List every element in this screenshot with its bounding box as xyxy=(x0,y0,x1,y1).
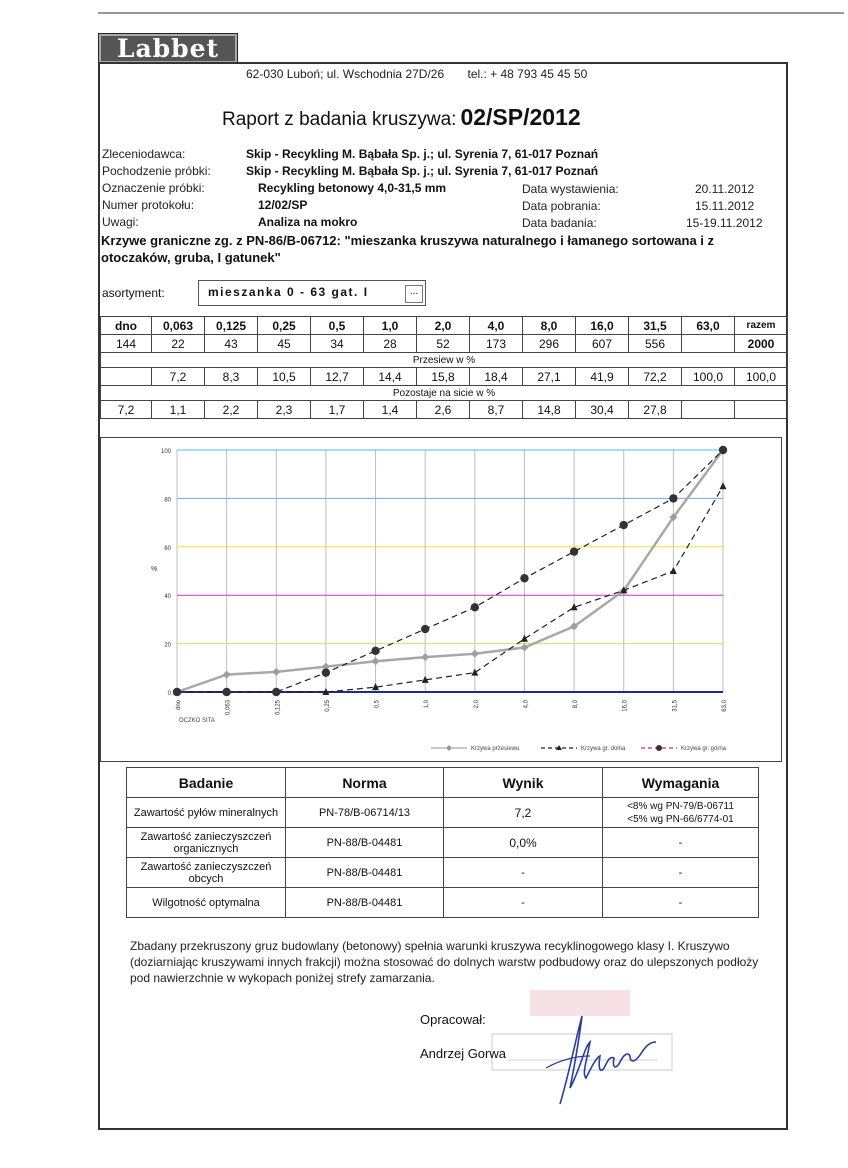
zleceniodawca-label: Zleceniodawca: xyxy=(102,147,186,161)
y-tick-label: 100 xyxy=(160,449,171,455)
handwritten-signature xyxy=(520,1008,660,1108)
przesiew-cell xyxy=(101,368,152,386)
data-badania-value: 15-19.11.2012 xyxy=(686,216,763,230)
y-tick-label: 0 xyxy=(167,691,171,697)
numer-label: Numer protokołu: xyxy=(102,198,195,212)
przesiew-cell: 18,4 xyxy=(470,368,523,386)
mass-cell: 34 xyxy=(311,335,364,353)
results-header-cell: Wynik xyxy=(444,768,603,798)
wymagania-cell: - xyxy=(603,858,759,888)
x-tick-label: 1,0 xyxy=(424,700,431,709)
x-tick-label: 63,0 xyxy=(722,700,728,712)
norma-cell: PN-88/B-04481 xyxy=(286,828,444,858)
mass-cell xyxy=(682,335,735,353)
wymagania-cell: - xyxy=(603,888,759,918)
gorna-point xyxy=(719,446,727,454)
mass-cell: 43 xyxy=(205,335,258,353)
data-wystawienia-label: Data wystawienia: xyxy=(522,182,619,196)
results-header-cell: Badanie xyxy=(127,768,286,798)
data-wystawienia-value: 20.11.2012 xyxy=(695,182,755,196)
pochodzenie-value: Skip - Recykling M. Bąbała Sp. j.; ul. Syrenia 7, 61-017 Poznań xyxy=(246,164,599,178)
grading-curves-note: Krzywe graniczne zg. z PN-86/B-06712: "mieszanka kruszywa naturalnego i łamanego sortowana i z otoczaków, gruba, I gatunek" xyxy=(101,233,715,265)
pozostaje-cell: 7,2 xyxy=(101,401,152,419)
pozostaje-cell: 2,2 xyxy=(205,401,258,419)
pozostaje-cell xyxy=(735,401,788,419)
data-badania-label: Data badania: xyxy=(522,216,597,230)
legend-label: Krzywa gr. dolna xyxy=(581,746,626,752)
dolna-point xyxy=(471,669,478,676)
mass-cell: 22 xyxy=(152,335,205,353)
pozostaje-cell: 8,7 xyxy=(470,401,523,419)
y-tick-label: 60 xyxy=(164,545,171,552)
conclusion-text: Zbadany przekruszony gruz budowlany (betonowy) spełnia warunki kruszywa recyklinogowego klasy I. Kruszywo (doziarniając kruszywami innych frakcji) można stosować do dolnych warstw podbudowy oraz do ulepszonych podłoży pod nawierzchnie w wykopach poniżej strefy zamarzania. xyxy=(130,939,759,985)
przesiew-label: Przesiew w % xyxy=(101,353,788,368)
asortyment-browse-button[interactable]: ... xyxy=(405,285,423,303)
sieve-header-cell: 4,0 xyxy=(470,317,523,335)
dolna-point xyxy=(720,482,727,489)
x-tick-label: dno xyxy=(176,700,182,711)
series-line xyxy=(177,486,723,692)
results-row xyxy=(127,888,759,918)
x-tick-label: 2,0 xyxy=(473,700,480,709)
company-logo: Labbet xyxy=(98,33,238,64)
sieve-header-cell: 63,0 xyxy=(682,317,735,335)
mass-cell: 144 xyxy=(101,335,152,353)
sieve-mass-row xyxy=(101,335,788,353)
pozostaje-cell: 30,4 xyxy=(576,401,629,419)
prepared-by-name: Andrzej Gorwa xyxy=(420,1046,506,1061)
mass-cell: 556 xyxy=(629,335,682,353)
oznaczenie-value: Recykling betonowy 4,0-31,5 mm xyxy=(258,181,447,195)
gorna-point xyxy=(421,625,429,633)
report-number: 02/SP/2012 xyxy=(460,104,581,130)
przesiew-cell: 12,7 xyxy=(311,368,364,386)
przesiew-row xyxy=(101,368,788,386)
przesiew-cell: 72,2 xyxy=(629,368,682,386)
pozostaje-label: Pozostaje na sicie w % xyxy=(101,386,788,401)
results-row xyxy=(127,828,759,858)
report-title xyxy=(222,104,581,131)
przesiew-point xyxy=(520,643,528,651)
data-pobrania-value: 15.11.2012 xyxy=(695,199,755,213)
pozostaje-cell: 27,8 xyxy=(629,401,682,419)
dolna-point xyxy=(670,567,677,574)
sieve-header-cell: 31,5 xyxy=(629,317,682,335)
x-tick-label: 8,0 xyxy=(573,700,580,709)
address-text: 62-030 Luboń; ul. Wschodnia 27D/26 xyxy=(246,67,445,81)
sieve-header-cell: 2,0 xyxy=(417,317,470,335)
oznaczenie-label: Oznaczenie próbki: xyxy=(102,181,205,195)
results-table xyxy=(126,767,759,918)
grading-chart-svg xyxy=(101,438,781,761)
company-address xyxy=(246,67,587,81)
wymagania-cell: - xyxy=(603,828,759,858)
przesiew-point xyxy=(372,657,380,665)
legend-label: Krzywa gr. górna xyxy=(681,746,727,752)
przesiew-cell: 14,4 xyxy=(364,368,417,386)
uwagi-value: Analiza na mokro xyxy=(258,215,358,229)
badanie-cell: Zawartość zanieczyszczeń organicznych xyxy=(127,828,286,858)
mass-cell: 52 xyxy=(417,335,470,353)
przesiew-cell: 15,8 xyxy=(417,368,470,386)
numer-value: 12/02/SP xyxy=(258,198,308,212)
report-title-prefix: Raport z badania kruszywa: xyxy=(222,109,457,130)
sieve-header-cell: 0,25 xyxy=(258,317,311,335)
dolna-point xyxy=(521,635,528,642)
pozostaje-row xyxy=(101,401,788,419)
przesiew-cell: 27,1 xyxy=(523,368,576,386)
przesiew-cell: 7,2 xyxy=(152,368,205,386)
legend-label: Krzywa przesiewu xyxy=(471,746,520,752)
y-tick-label: 40 xyxy=(164,594,171,601)
x-tick-label: 31,5 xyxy=(672,700,679,712)
sieve-header-cell: 0,063 xyxy=(152,317,205,335)
wynik-cell: - xyxy=(444,888,603,918)
sieve-header-cell: 16,0 xyxy=(576,317,629,335)
sieve-header-cell: 8,0 xyxy=(523,317,576,335)
norma-cell: PN-78/B-06714/13 xyxy=(286,798,444,828)
x-tick-label: 0,5 xyxy=(374,700,381,709)
y-axis-label: % xyxy=(151,566,158,573)
zleceniodawca-value: Skip - Recykling M. Bąbała Sp. j.; ul. Syrenia 7, 61-017 Poznań xyxy=(246,147,599,161)
results-header-cell: Wymagania xyxy=(603,768,759,798)
przesiew-point xyxy=(421,653,429,661)
prepared-by-label: Opracował: xyxy=(420,1012,486,1027)
pozostaje-cell xyxy=(682,401,735,419)
przesiew-cell: 41,9 xyxy=(576,368,629,386)
badanie-cell: Zawartość zanieczyszczeń obcych xyxy=(127,858,286,888)
wymagania-line: <5% wg PN-66/6774-01 xyxy=(627,813,734,825)
sieve-header-cell: razem xyxy=(735,317,788,335)
top-rule xyxy=(98,12,844,14)
wymagania-line: <8% wg PN-79/B-06711 xyxy=(627,800,734,812)
data-pobrania-label: Data pobrania: xyxy=(522,199,601,213)
pozostaje-cell: 2,3 xyxy=(258,401,311,419)
wynik-cell: 7,2 xyxy=(444,798,603,828)
sieve-header-cell: 1,0 xyxy=(364,317,417,335)
mass-cell: 607 xyxy=(576,335,629,353)
przesiew-cell: 10,5 xyxy=(258,368,311,386)
x-tick-label: 0,063 xyxy=(225,700,232,716)
series-line xyxy=(177,450,723,692)
mass-cell: 28 xyxy=(364,335,417,353)
results-header-cell: Norma xyxy=(286,768,444,798)
gorna-point xyxy=(570,547,578,555)
mass-cell: 173 xyxy=(470,335,523,353)
x-tick-label: 4,0 xyxy=(523,700,530,709)
pozostaje-cell: 1,7 xyxy=(311,401,364,419)
pochodzenie-label: Pochodzenie próbki: xyxy=(102,164,211,178)
gorna-point xyxy=(520,574,528,582)
phone-text: tel.: + 48 793 45 45 50 xyxy=(467,67,588,81)
sieve-header-row xyxy=(101,317,788,335)
results-header-row xyxy=(127,768,759,798)
x-tick-label: 0,125 xyxy=(275,700,282,716)
wymagania-cell xyxy=(603,798,759,828)
gorna-point xyxy=(371,647,379,655)
mass-total-cell: 2000 xyxy=(735,335,788,353)
wynik-cell: - xyxy=(444,858,603,888)
sieve-header-cell: 0,5 xyxy=(311,317,364,335)
grading-chart xyxy=(100,437,782,762)
gorna-point xyxy=(620,521,628,529)
sieve-header-cell: dno xyxy=(101,317,152,335)
przesiew-cell: 100,0 xyxy=(735,368,788,386)
przesiew-cell: 8,3 xyxy=(205,368,258,386)
gorna-point xyxy=(173,688,181,696)
uwagi-label: Uwagi: xyxy=(102,215,139,229)
legend-marker xyxy=(446,745,452,751)
mass-cell: 45 xyxy=(258,335,311,353)
gorna-point xyxy=(272,688,280,696)
przesiew-point xyxy=(471,650,479,658)
przesiew-point xyxy=(272,668,280,676)
x-axis-label: OCZKO SITA xyxy=(179,718,215,724)
gorna-point xyxy=(669,494,677,502)
gorna-point xyxy=(322,668,330,676)
norma-cell: PN-88/B-04481 xyxy=(286,858,444,888)
gorna-point xyxy=(222,688,230,696)
x-tick-label: 16,0 xyxy=(622,700,629,712)
asortyment-value: mieszanka 0 - 63 gat. I xyxy=(208,285,369,299)
wynik-cell: 0,0% xyxy=(444,828,603,858)
gorna-point xyxy=(471,603,479,611)
badanie-cell: Wilgotność optymalna xyxy=(127,888,286,918)
pozostaje-cell: 14,8 xyxy=(523,401,576,419)
przesiew-point xyxy=(223,671,231,679)
mass-cell: 296 xyxy=(523,335,576,353)
y-tick-label: 80 xyxy=(164,497,171,504)
badanie-cell: Zawartość pyłów mineralnych xyxy=(127,798,286,828)
x-tick-label: 0,25 xyxy=(324,700,331,712)
results-row xyxy=(127,858,759,888)
y-tick-label: 20 xyxy=(164,642,171,649)
pozostaje-cell: 2,6 xyxy=(417,401,470,419)
asortyment-label: asortyment: xyxy=(102,286,165,300)
sieve-table xyxy=(100,316,788,419)
norma-cell: PN-88/B-04481 xyxy=(286,888,444,918)
przesiew-cell: 100,0 xyxy=(682,368,735,386)
pozostaje-cell: 1,1 xyxy=(152,401,205,419)
results-row xyxy=(127,798,759,828)
sieve-header-cell: 0,125 xyxy=(205,317,258,335)
legend-marker xyxy=(656,745,662,751)
pozostaje-cell: 1,4 xyxy=(364,401,417,419)
